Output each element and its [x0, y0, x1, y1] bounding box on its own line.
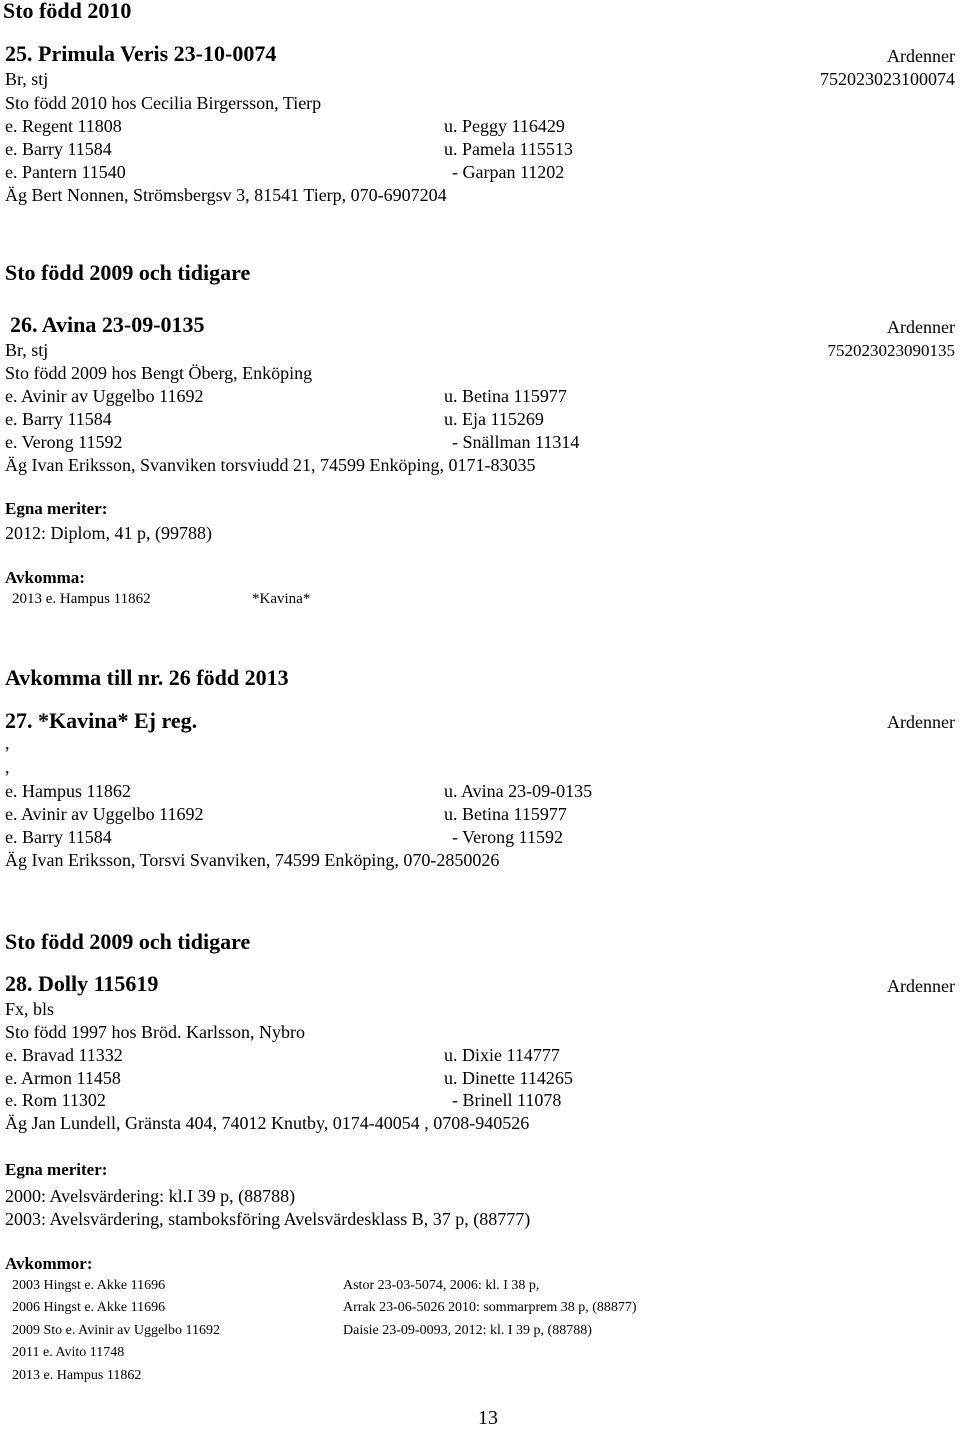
merits-label: Egna meriter:	[5, 1160, 108, 1179]
birth-info: Sto född 1997 hos Bröd. Karlsson, Nybro	[5, 1022, 305, 1042]
pedigree-left: e. Avinir av Uggelbo 11692	[5, 386, 204, 406]
pedigree-left: e. Verong 11592	[5, 432, 123, 452]
color-marking: Br, stj	[5, 340, 49, 360]
breed-label: Ardenner	[887, 317, 955, 337]
page-heading: Sto född 2010	[3, 0, 132, 23]
pedigree-left: e. Pantern 11540	[5, 162, 126, 182]
breed-label: Ardenner	[887, 712, 955, 732]
pedigree-left: e. Hampus 11862	[5, 781, 131, 801]
section-heading: Sto född 2009 och tidigare	[5, 929, 251, 954]
pedigree-right: u. Pamela 115513	[444, 139, 573, 159]
pedigree-right: u. Dinette 114265	[444, 1068, 573, 1088]
owner-info: Äg Bert Nonnen, Strömsbergsv 3, 81541 Tierp, 070-6907204	[5, 185, 447, 205]
offspring-item: 2006 Hingst e. Akke 11696	[12, 1300, 166, 1315]
breed-label: Ardenner	[887, 976, 955, 996]
pedigree-right: u. Avina 23-09-0135	[444, 781, 593, 801]
merit-line: 2012: Diplom, 41 p, (99788)	[5, 523, 212, 543]
offspring-detail: Daisie 23-09-0093, 2012: kl. I 39 p, (88788)	[343, 1323, 592, 1338]
pedigree-right: u. Eja 115269	[444, 409, 544, 429]
color-marking: ,	[5, 733, 10, 753]
entry-title: 25. Primula Veris 23-10-0074	[5, 41, 277, 66]
pedigree-left: e. Bravad 11332	[5, 1045, 123, 1065]
section-heading: Avkomma till nr. 26 född 2013	[5, 665, 289, 690]
merits-label: Egna meriter:	[5, 499, 108, 518]
owner-info: Äg Ivan Eriksson, Svanviken torsviudd 21, 74599 Enköping, 0171-83035	[5, 455, 536, 475]
section-heading: Sto född 2009 och tidigare	[5, 260, 251, 285]
pedigree-right: - Garpan 11202	[452, 162, 565, 182]
pedigree-left: e. Barry 11584	[5, 139, 112, 159]
pedigree-left: e. Barry 11584	[5, 409, 112, 429]
pedigree-left: e. Regent 11808	[5, 116, 122, 136]
merit-line: 2003: Avelsvärdering, stamboksföring Avelsvärdesklass B, 37 p, (88777)	[5, 1209, 531, 1229]
page-number: 13	[478, 1407, 498, 1429]
pedigree-left: e. Barry 11584	[5, 827, 112, 847]
offspring-label: Avkommor:	[5, 1254, 93, 1273]
registration-number: 752023023100074	[820, 69, 955, 89]
birth-info: Sto född 2010 hos Cecilia Birgersson, Tierp	[5, 93, 322, 113]
pedigree-right: - Brinell 11078	[452, 1090, 562, 1110]
registration-number: 752023023090135	[827, 341, 955, 360]
color-marking: Br, stj	[5, 69, 49, 89]
offspring-item: 2011 e. Avito 11748	[12, 1345, 125, 1360]
pedigree-left: e. Avinir av Uggelbo 11692	[5, 804, 204, 824]
pedigree-right: - Verong 11592	[452, 827, 563, 847]
offspring-item: 2013 e. Hampus 11862	[12, 591, 151, 607]
offspring-detail: Astor 23-03-5074, 2006: kl. I 38 p,	[343, 1278, 540, 1293]
offspring-name: *Kavina*	[252, 591, 311, 607]
pedigree-right: u. Dixie 114777	[444, 1045, 560, 1065]
owner-info: Äg Ivan Eriksson, Torsvi Svanviken, 74599 Enköping, 070-2850026	[5, 850, 500, 870]
offspring-item: 2003 Hingst e. Akke 11696	[12, 1278, 166, 1293]
offspring-label: Avkomma:	[5, 568, 85, 587]
pedigree-left: e. Armon 11458	[5, 1068, 121, 1088]
owner-info: Äg Jan Lundell, Gränsta 404, 74012 Knutby, 0174-40054 , 0708-940526	[5, 1113, 530, 1133]
pedigree-right: u. Betina 115977	[444, 804, 567, 824]
color-marking: Fx, bls	[5, 999, 55, 1019]
pedigree-right: u. Betina 115977	[444, 386, 567, 406]
breed-label: Ardenner	[887, 46, 955, 66]
offspring-item: 2009 Sto e. Avinir av Uggelbo 11692	[12, 1323, 221, 1338]
pedigree-right: u. Peggy 116429	[444, 116, 565, 136]
offspring-item: 2013 e. Hampus 11862	[12, 1368, 142, 1383]
birth-info: ,	[5, 757, 10, 777]
offspring-detail: Arrak 23-06-5026 2010: sommarprem 38 p, (88877)	[343, 1300, 637, 1315]
pedigree-right: - Snällman 11314	[452, 432, 580, 452]
birth-info: Sto född 2009 hos Bengt Öberg, Enköping	[5, 363, 313, 383]
entry-title: 27. *Kavina* Ej reg.	[5, 708, 198, 733]
pedigree-left: e. Rom 11302	[5, 1090, 106, 1110]
merit-line: 2000: Avelsvärdering: kl.I 39 p, (88788)	[5, 1186, 296, 1206]
entry-title: 26. Avina 23-09-0135	[10, 312, 205, 337]
entry-title: 28. Dolly 115619	[5, 971, 159, 996]
